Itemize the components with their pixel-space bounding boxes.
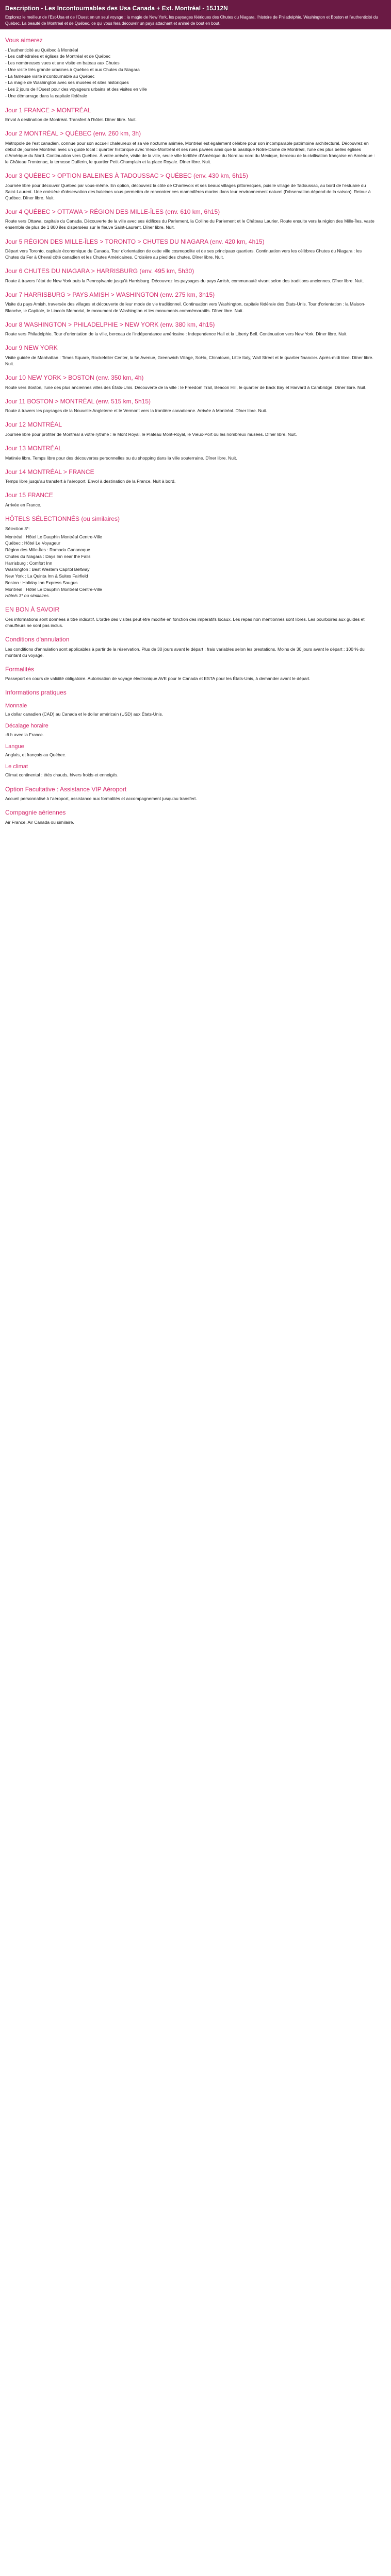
hotel-item: Montréal : Hôtel Le Dauphin Montréal Centre-Ville (5, 534, 102, 539)
hotel-item: Harrisburg : Comfort Inn (5, 560, 53, 566)
schedule-item: - L'authenticité au Québec à Montréal (5, 47, 78, 53)
practical-text: Climat continental : étés chauds, hivers froids et enneigés. (5, 772, 119, 778)
included-text: Ces informations sont données à titre indicatif. L'ordre des visites peut être modifié en fonction des impératifs locaux. Les repas non mentionnés sont libres. Les pourboires aux guides et chauffeurs ne sont pas inclus. (5, 616, 365, 629)
hotel-item: Boston : Holiday Inn Express Saugus (5, 580, 78, 585)
hotel-item: Montréal : Hôtel Le Dauphin Montréal Centre-Ville (5, 586, 102, 592)
included-title: EN BON À SAVOIR (5, 606, 60, 614)
hotels-note: Hôtels 3* ou similaires. (5, 593, 50, 599)
day-title: Jour 7 HARRISBURG > PAYS AMISH > WASHINGTON (env. 275 km, 3h15) (5, 291, 215, 298)
schedule-item: - La fameuse visite incontournable au Québec (5, 73, 95, 79)
schedule-title: Vous aimerez (5, 36, 43, 44)
day-title: Jour 3 QUÉBEC > OPTION BALEINES À TADOUSSAC > QUÉBEC (env. 430 km, 6h15) (5, 172, 248, 179)
hotel-item: New York : La Quinta Inn & Suites Fairfield (5, 573, 88, 579)
practical-text: Anglais, et français au Québec. (5, 752, 67, 758)
formalities-title: Formalités (5, 665, 35, 673)
partners-text: Air France, Air Canada ou similaire. (5, 819, 74, 825)
hotels-group-label: Sélection 3*: (5, 526, 30, 531)
practical-label: Langue (5, 743, 24, 750)
day-title: Jour 13 MONTRÉAL (5, 444, 62, 452)
practical-text: Le dollar canadien (CAD) au Canada et le dollar américain (USD) aux États-Unis. (5, 711, 164, 717)
day-title: Jour 1 FRANCE > MONTRÉAL (5, 106, 91, 114)
conditions-title: Conditions d'annulation (5, 636, 70, 643)
practical-label: Le climat (5, 764, 28, 770)
day-text: Route vers Ottawa, capitale du Canada. Découverte de la ville avec ses édifices du Parlement, la Colline du Parlement et le Château Laurier. Route ensuite vers la région des Mille-Îles, vaste ensemble de plus de 1 800 îles dispersées sur le fleuve Saint-Laurent. Dîner libre. Nuit. (5, 218, 374, 230)
day-title: Jour 9 NEW YORK (5, 344, 58, 352)
day-title: Jour 11 BOSTON > MONTRÉAL (env. 515 km, 5h15) (5, 397, 151, 405)
hotel-item: Région des Mille-Îles : Ramada Gananoque (5, 547, 90, 553)
schedule-item: - La magie de Washington avec ses musées et sites historiques (5, 80, 129, 86)
practical-label: Monnaie (5, 703, 27, 709)
practical-label: Décalage horaire (5, 723, 48, 730)
schedule-item: - Les 2 jours de l'Ouest pour des voyageurs urbains et des visites en ville (5, 87, 147, 92)
formalities-text: Passeport en cours de validité obligatoire. Autorisation de voyage électronique AVE pour le Canada et ESTA pour les États-Unis, à demander avant le départ. (5, 676, 311, 682)
practical-info (5, 702, 376, 778)
day-title: Jour 14 MONTRÉAL > FRANCE (5, 468, 94, 476)
day-text: Matinée libre. Temps libre pour des découvertes personnelles ou du shopping dans la ville souterraine. Dîner libre. Nuit. (5, 455, 237, 461)
day-text: Temps libre jusqu'au transfert à l'aéroport. Envol à destination de la France. Nuit à bord. (5, 479, 176, 484)
day-text: Arrivée en France. (5, 502, 41, 507)
schedule-item: - Une visite très grande urbaines à Québec et aux Chutes du Niagara (5, 66, 140, 72)
schedule-list (5, 47, 376, 99)
day-title: Jour 6 CHUTES DU NIAGARA > HARRISBURG (env. 495 km, 5h30) (5, 267, 194, 275)
header-intro: Explorez le meilleur de l'Est-Usa et de l'Ouest en un seul voyage : la magie de New York, les paysages féériques des Chutes du Niagara, l'histoire de Philadelphie, Washington et Boston et l'authenticité du Québec. La beauté de Montréal et de Québec, ce qui vous fera découvrir un pays attachant et animé de bout en bout. (5, 15, 378, 26)
day-text: Route à travers les paysages de la Nouvelle-Angleterre et le Vermont vers la frontière canadienne. Arrivée à Montréal. Dîner libre. Nuit. (5, 408, 267, 414)
page-title: Description - Les Incontournables des Usa Canada + Ext. Montréal - 15J12N (5, 5, 228, 12)
day-text: Métropole de l'est canadien, connue pour son accueil chaleureux et sa vie nocturne animée, Montréal est également célèbre pour son incomparable patrimoine architectural. Découvrez en début de journée Montréal avec un guide local : quartier historique avec Vieux-Montréal et ses rues pavées ainsi que la basilique Notre-Dame de Montréal, l'une des plus belles églises d'Amérique du Nord. Continuation vers Québec. À votre arrivée, visite de la ville, seule ville fortifiée d'Amérique du Nord au nord du Mexique, berceau de la civilisation française en Amérique : le Château Frontenac, la terrasse Dufferin, le quartier Petit-Champlain et la place Royale. Dîner libre. Nuit. (5, 140, 375, 164)
day-title: Jour 5 RÉGION DES MILLE-ÎLES > TORONTO > CHUTES DU NIAGARA (env. 420 km, 4h15) (5, 238, 265, 245)
schedule-item: - Les nombreuses vues et une visite en bateau aux Chutes (5, 60, 120, 65)
day-title: Jour 2 MONTRÉAL > QUÉBEC (env. 260 km, 3h) (5, 130, 141, 138)
option-title: Option Facultative : Assistance VIP Aéroport (5, 785, 127, 793)
main-content (0, 37, 381, 848)
hotel-item: Washington : Best Western Capitol Beltway (5, 567, 90, 572)
itinerary (5, 107, 376, 508)
day-text: Route vers Philadelphie. Tour d'orientation de la ville, berceau de l'indépendance américaine : Independence Hall et la Liberty Bell. Continuation vers New York. Dîner libre. Nuit. (5, 331, 348, 337)
practical-text: -6 h avec la France. (5, 732, 44, 737)
schedule-item: - Une démarrage dans la capitale fédérale (5, 93, 87, 98)
day-text: Journée libre pour découvrir Québec par vous-même. En option, découvrez la côte de Charlevoix et ses beaux villages pittoresques, puis le village de Tadoussac, au bord de l'estuaire du Saint-Laurent. Une croisière d'observation des baleines vous permettra de rencontrer ces mammifères marins dans leur environnement naturel (l'observation dépend de la saison). Retour à Québec. Dîner libre. Nuit. (5, 182, 371, 200)
day-text: Visite guidée de Manhattan : Times Square, Rockefeller Center, la 5e Avenue, Greenwich Village, SoHo, Chinatown, Little Italy, Wall Street et le quartier financier. Après-midi libre. Dîner libre. Nuit. (5, 354, 373, 366)
conditions-text: Les conditions d'annulation sont applicables à partir de la réservation. Plus de 30 jours avant le départ : frais variables selon les prestations. Moins de 30 jours avant le départ : 100 % du montant du voyage. (5, 646, 365, 658)
practical-title: Informations pratiques (5, 689, 67, 697)
day-title: Jour 15 FRANCE (5, 492, 53, 499)
day-text: Route à travers l'état de New York puis la Pennsylvanie jusqu'à Harrisburg. Découvrez les paysages du pays Amish, communauté vivant selon des traditions anciennes. Dîner libre. Nuit. (5, 278, 364, 283)
option-text: Accueil personnalisé à l'aéroport, assistance aux formalités et accompagnement jusqu'au transfert. (5, 796, 197, 802)
day-title: Jour 4 QUÉBEC > OTTAWA > RÉGION DES MILLE-ÎLES (env. 610 km, 6h15) (5, 208, 220, 215)
day-text: Départ vers Toronto, capitale économique du Canada. Tour d'orientation de cette ville cosmopolite et de ses principaux quartiers. Continuation vers les célèbres Chutes du Niagara : les Chutes du Fer à Cheval côté canadien et les Chutes Américaines. Croisière au pied des chutes. Dîner libre. Nuit. (5, 248, 362, 260)
hotels-title: HÔTELS SÉLECTIONNÉS (ou similaires) (5, 515, 120, 522)
day-title: Jour 8 WASHINGTON > PHILADELPHIE > NEW YORK (env. 380 km, 4h15) (5, 320, 215, 328)
day-text: Envol à destination de Montréal. Transfert à l'hôtel. Dîner libre. Nuit. (5, 117, 137, 123)
day-title: Jour 10 NEW YORK > BOSTON (env. 350 km, 4h) (5, 374, 144, 381)
day-text: Visite du pays Amish, traversée des villages et découverte de leur mode de vie traditionnel. Continuation vers Washington, capitale fédérale des États-Unis. Tour d'orientation : la Maison-Blanche, le Capitole, le Lincoln Memorial, le monument de Washington et les monuments commémoratifs. Dîner libre. Nuit. (5, 301, 366, 313)
day-text: Journée libre pour profiter de Montréal à votre rythme : le Mont Royal, le Plateau Mont-Royal, le Vieux-Port ou les nombreux musées. Dîner libre. Nuit. (5, 431, 297, 437)
hotels-list (5, 534, 376, 593)
hotel-item: Chutes du Niagara : Days Inn near the Falls (5, 553, 91, 559)
schedule-item: - Les cathédrales et églises de Montréal et de Québec (5, 54, 111, 59)
hotel-item: Québec : Hôtel Le Voyageur (5, 540, 60, 546)
day-title: Jour 12 MONTRÉAL (5, 421, 62, 429)
day-text: Route vers Boston, l'une des plus anciennes villes des États-Unis. Découverte de la ville : le Freedom Trail, Beacon Hill, le quartier de Back Bay et Harvard à Cambridge. Dîner libre. Nuit. (5, 384, 367, 390)
partners-title: Compagnie aériennes (5, 809, 66, 817)
header-banner (0, 0, 391, 29)
